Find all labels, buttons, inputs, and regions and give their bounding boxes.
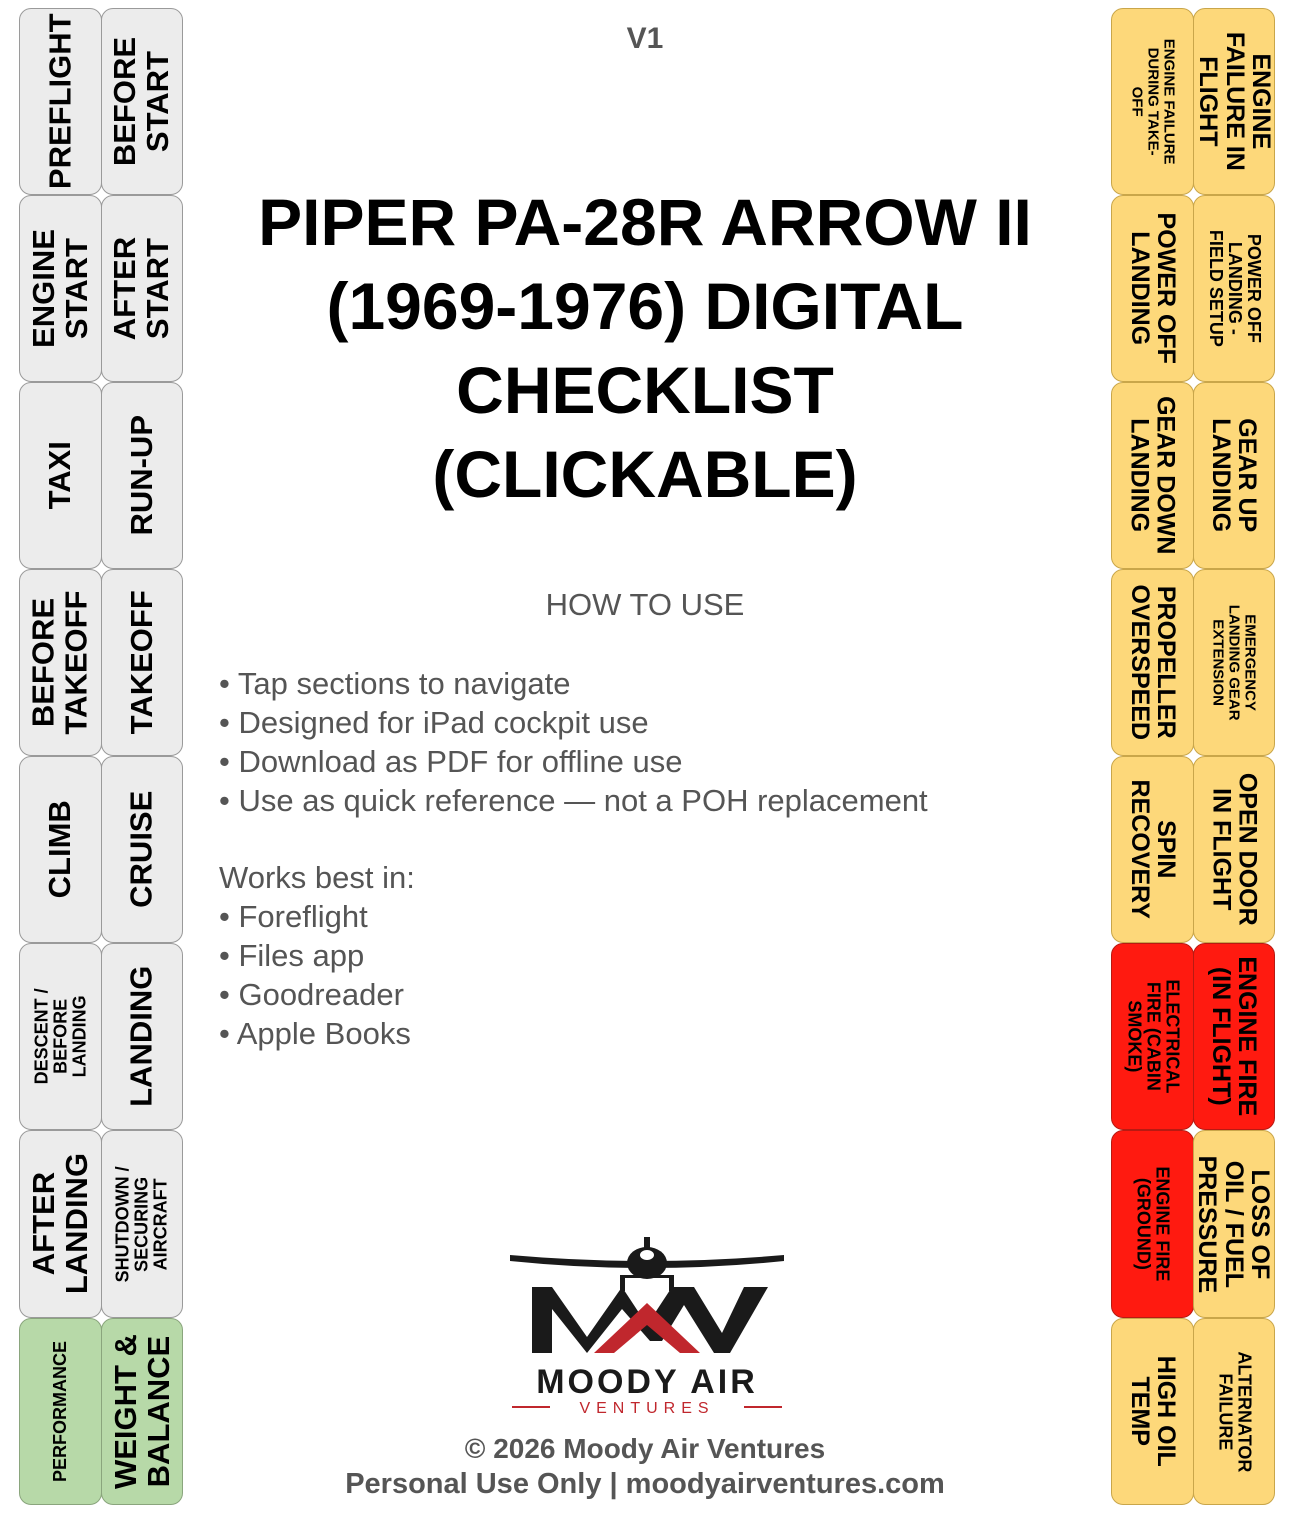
app-item: • Goodreader	[219, 977, 404, 1012]
tab-label: GEAR DOWN LANDING	[1125, 396, 1180, 555]
tab-gear-down-landing[interactable]	[1111, 382, 1194, 569]
tab-label: CRUISE	[123, 790, 159, 909]
tab-label: EMERGENCY LANDING GEAR EXTENSION	[1210, 604, 1259, 721]
tab-engine-fire-in-flight[interactable]	[1193, 943, 1275, 1130]
tab-label: LANDING	[123, 965, 159, 1108]
tab-label: AFTER START	[107, 236, 176, 341]
instruction-item: • Tap sections to navigate	[219, 666, 571, 701]
tab-gear-up-landing[interactable]	[1193, 382, 1275, 569]
tab-after-landing[interactable]	[19, 1130, 102, 1318]
tab-label: PREFLIGHT	[42, 13, 78, 190]
tab-label: LOSS OF OIL / FUEL PRESSURE	[1193, 1155, 1275, 1293]
tab-propeller-overspeed[interactable]	[1111, 569, 1194, 756]
tab-shutdown-securing-aircraft[interactable]	[101, 1130, 183, 1318]
tab-label: ENGINE FIRE (IN FLIGHT)	[1207, 956, 1262, 1117]
tab-open-door-in-flight[interactable]	[1193, 756, 1275, 943]
logo-sub: VENTURES	[579, 1400, 715, 1417]
tab-descent-before-landing[interactable]	[19, 943, 102, 1130]
instruction-item: • Download as PDF for offline use	[219, 744, 683, 779]
logo-name: MOODY AIR	[536, 1363, 758, 1401]
tab-label: GEAR UP LANDING	[1207, 418, 1262, 533]
tab-power-off-landing-field-setup[interactable]	[1193, 195, 1275, 382]
usage-notice: Personal Use Only | moodyairventures.com	[345, 1468, 945, 1500]
copyright-text: © 2026 Moody Air Ventures	[464, 1433, 826, 1464]
tab-label: ELECTRICAL FIRE (CABIN SMOKE)	[1124, 979, 1182, 1094]
tab-electrical-fire[interactable]	[1111, 943, 1194, 1130]
tab-before-takeoff[interactable]	[19, 569, 102, 756]
tab-label: ENGINE FIRE (GROUND)	[1133, 1166, 1173, 1282]
tab-emergency-landing-gear-extension[interactable]	[1193, 569, 1275, 756]
tab-label: PERFORMANCE	[50, 1340, 71, 1482]
tab-high-oil-temp[interactable]	[1111, 1318, 1194, 1505]
instruction-item: • Designed for iPad cockpit use	[219, 705, 649, 740]
tab-spin-recovery[interactable]	[1111, 756, 1194, 943]
tab-loss-of-oil-fuel-pressure[interactable]	[1193, 1130, 1275, 1318]
page-title	[190, 180, 1100, 516]
tab-label: DESCENT / BEFORE LANDING	[31, 988, 89, 1085]
tab-after-start[interactable]	[101, 195, 183, 382]
how-to-use-heading: HOW TO USE	[545, 587, 745, 622]
app-item: • Foreflight	[219, 899, 368, 934]
tab-takeoff[interactable]	[101, 569, 183, 756]
tab-label: ALTERNATOR FAILURE	[1215, 1351, 1254, 1472]
tab-label: SHUTDOWN / SECURING AIRCRAFT	[112, 1165, 171, 1282]
tab-label: HIGH OIL TEMP	[1125, 1355, 1180, 1468]
tab-label: OPEN DOOR IN FLIGHT	[1207, 773, 1262, 926]
tab-label: POWER OFF LANDING	[1125, 212, 1180, 365]
tab-label: TAKEOFF	[123, 590, 159, 735]
tab-label: BEFORE START	[107, 36, 175, 167]
tab-label: ENGINE START	[25, 229, 94, 348]
version-label: V1	[626, 22, 664, 55]
tab-label: TAXI	[42, 441, 78, 510]
tab-run-up[interactable]	[101, 382, 183, 569]
tab-label: CLIMB	[42, 800, 78, 899]
tab-weight-balance[interactable]	[101, 1318, 183, 1505]
tab-label: PROPELLER OVERSPEED	[1125, 584, 1180, 741]
app-item: • Apple Books	[219, 1016, 411, 1051]
tab-taxi[interactable]	[19, 382, 102, 569]
title-line: CHECKLIST	[456, 353, 834, 427]
title-line: (CLICKABLE)	[432, 437, 858, 511]
tab-label: SPIN RECOVERY	[1125, 779, 1180, 920]
title-line: PIPER PA-28R ARROW II	[258, 185, 1032, 259]
instruction-item: • Use as quick reference — not a POH replacement	[219, 783, 928, 818]
tab-label: AFTER LANDING	[25, 1153, 94, 1295]
works-best-heading: Works best in:	[219, 860, 415, 895]
tab-label: ENGINE FAILURE IN FLIGHT	[1193, 32, 1275, 171]
tab-power-off-landing[interactable]	[1111, 195, 1194, 382]
tab-label: ENGINE FAILURE DURING TAKE- OFF	[1128, 38, 1178, 165]
tab-alternator-failure[interactable]	[1193, 1318, 1275, 1505]
app-item: • Files app	[219, 938, 365, 973]
tab-landing[interactable]	[101, 943, 183, 1130]
tab-engine-fire-ground[interactable]	[1111, 1130, 1194, 1318]
title-line: (1969-1976) DIGITAL	[326, 269, 964, 343]
moody-air-ventures-logo	[472, 1225, 822, 1425]
tab-performance[interactable]	[19, 1318, 102, 1505]
tab-cruise[interactable]	[101, 756, 183, 943]
tab-engine-start[interactable]	[19, 195, 102, 382]
tab-label: POWER OFF LANDING - FIELD SETUP	[1205, 229, 1264, 347]
logo-graphic	[472, 1225, 822, 1425]
tab-label: BEFORE TAKEOFF	[25, 590, 94, 735]
tab-climb[interactable]	[19, 756, 102, 943]
tab-label: RUN-UP	[123, 415, 159, 536]
tab-label: WEIGHT & BALANCE	[107, 1334, 175, 1489]
